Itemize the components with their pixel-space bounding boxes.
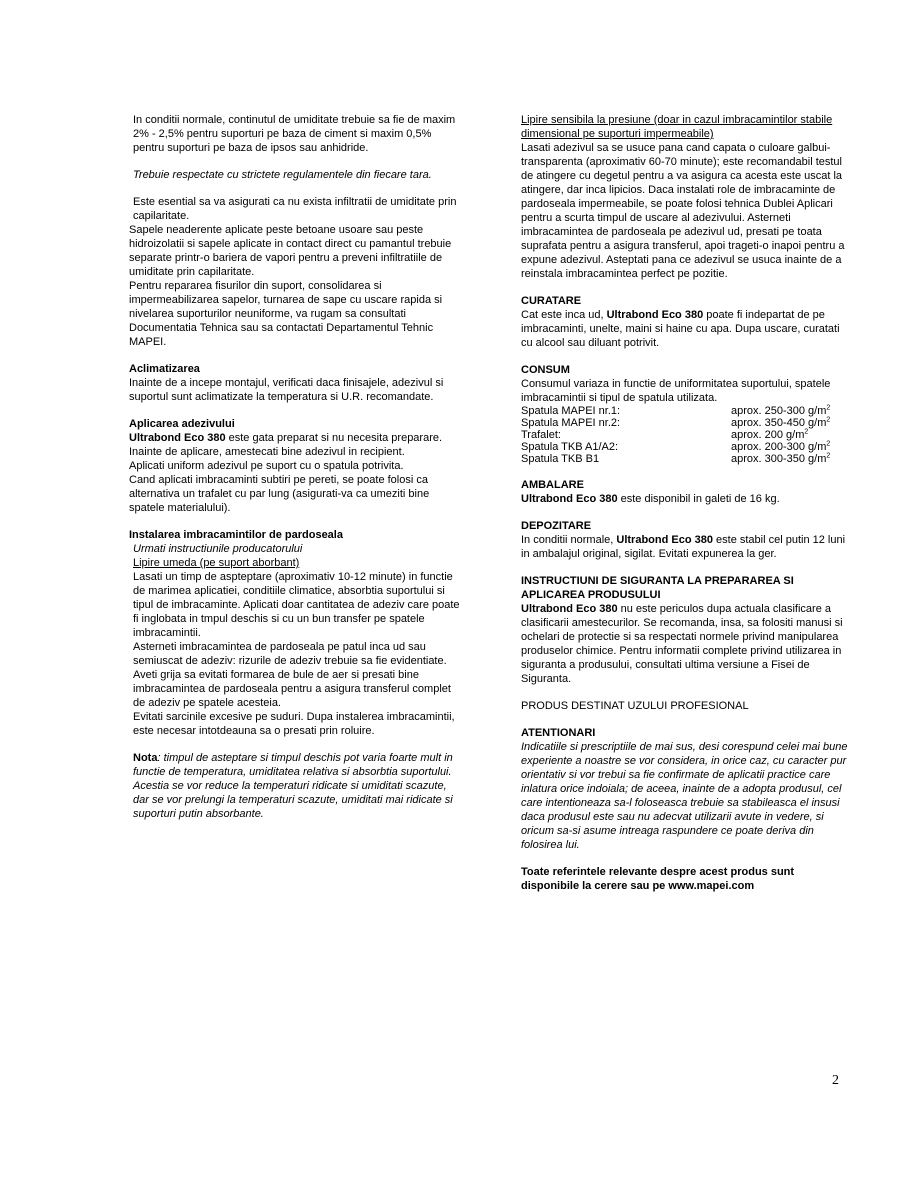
reparare-paragraph: Pentru repararea fisurilor din suport, consolidarea si impermeabilizarea sapelor, turnarea de sape cu uscare rapida si nivelarea suporturilor neuniforme, va rugam sa consultati Documentatia Tehnica sau sa contactati Departamentul Tehnic MAPEI. xyxy=(129,280,443,348)
product-name: Ultrabond Eco 380 xyxy=(521,493,618,505)
consum-amount: aprox. 250-300 $g/m^2$ xyxy=(731,404,831,417)
consum-row xyxy=(521,453,851,465)
instalare-text-3: Aveti grija sa evitati formarea de bule de aer si presati bine imbracamintea de pardoseala pentru a asigura transferul complet de adeziv pe spatele acesteia. xyxy=(133,669,451,709)
siguranta-text: Ultrabond Eco 380 nu este periculos dupa actuala clasificare a clasificarii amestecurilor. Se recomanda, insa, sa folositi manusi si ochelari de protectie si sa respectati normele privind manipularea produselor chimice. Pentru informatii complete privind utilizarea in siguranta a produsului, consultati ultima versiune a Fisei de Siguranta. xyxy=(521,603,843,685)
product-name: Ultrabond Eco 380 xyxy=(606,309,704,321)
instalare-text-4: Evitati sarcinile excesive pe suduri. Dupa instalerea imbracamintii, este necesar intotdeauna sa o presati prin roluire. xyxy=(133,711,455,737)
consum-row xyxy=(521,429,851,441)
consum-amount: aprox. 200-300 $g/m^2$ xyxy=(731,440,831,453)
page-number: 2 xyxy=(832,1073,839,1088)
aplicare-section xyxy=(129,417,461,515)
aclimatizare-section xyxy=(129,362,461,404)
ambalare-text: Ultrabond Eco 380 este disponibil in galeti de 16 kg. xyxy=(521,493,780,505)
umiditate-paragraph: In conditii normale, continutul de umiditate trebuie sa fie de maxim 2% - 2,5% pentru suporturi pe baza de ciment si maxim 0,5% pentru suporturi pe baza de ipsos sau anhidride. xyxy=(133,114,456,154)
referinte-note: Toate referintele relevante despre acest produs sunt disponibile la cerere sau pe www.mapei.com xyxy=(521,866,795,892)
depozitare-text: In conditii normale, Ultrabond Eco 380 este stabil cel putin 12 luni in ambalajul original, sigilat. Evitati expunerea la ger. xyxy=(521,534,846,560)
instalare-section xyxy=(129,528,461,738)
product-name: Ultrabond Eco 380 xyxy=(129,432,226,444)
lipire-text: Lasati adezivul sa se usuce pana cand capata o culoare galbui-transparenta (aproximativ 60-70 minute); este recomandabil testul de atingere cu degetul pentru a va asigura ca acesta este uscat la atingere, dar inca lipicios. Daca instalati role de imbracaminte de pardoseala impermeabile, se poate folosi tehnica Dublei Aplicari pentru a scurta timpul de uscare al adezivului. Asterneti imbracamintea de pardoseala pe adezivul ud, presati pe toata suprafata pentru a asigura transferul, apoi trageti-o inapoi pentru a expune adezivul. Asteptati pana ce adezivul se usuca inainte de a reinstala imbracamintea perfect pe pozitie. xyxy=(521,142,845,280)
lipire-heading: Lipire sensibila la presiune (doar in cazul imbracamintilor stabile dimensional pe suporturi impermeabile) xyxy=(521,114,833,140)
aplicare-text-1: Ultrabond Eco 380 este gata preparat si nu necesita preparare. Inainte de aplicare, amestecati bine adezivul in recipient. xyxy=(129,432,443,458)
instalare-text-2: Asterneti imbracamintea de pardoseala pe patul inca ud sau semiuscat de adeziv: rizurile de adeziv trebuie sa fie evidentiate. xyxy=(133,641,447,667)
profesional-note: PRODUS DESTINAT UZULUI PROFESIONAL xyxy=(521,700,749,712)
consum-row xyxy=(521,417,851,429)
instalare-heading: Instalarea imbracamintilor de pardoseala xyxy=(129,529,343,541)
instalare-subheading: Lipire umeda (pe suport aborbant) xyxy=(133,557,300,569)
consum-text: Consumul variaza in functie de uniformitatea suportului, spatele imbracamintii si tipul de spatula utilizata. xyxy=(521,378,831,404)
sape-paragraph: Sapele neaderente aplicate peste betoane usoare sau peste hidroizolatii si sapele aplicate in contact direct cu pamantul trebuie separate printr-o bariera de vapori pentru a preveni infiltratiile de umiditate prin capilaritate. xyxy=(129,224,452,278)
consum-amount: aprox. 200 $g/m^2$ xyxy=(731,428,809,441)
aplicare-text-3: Cand aplicati imbracaminti subtiri pe pereti, se poate folosi ca alternativa un trafalet cu par lung (asigurati-va ca umeziti bine spatele materialului). xyxy=(129,474,430,514)
aclimatizare-text: Inainte de a incepe montajul, verificati daca finisajele, adezivul si suportul sunt aclimatizate la temperatura si U.R. recomandate. xyxy=(129,377,444,403)
ambalare-section xyxy=(521,478,851,506)
consum-amount: aprox. 350-450 $g/m^2$ xyxy=(731,416,831,429)
aclimatizare-heading: Aclimatizarea xyxy=(129,363,200,375)
curatare-heading: CURATARE xyxy=(521,295,582,307)
right-column xyxy=(521,113,851,893)
depozitare-heading: DEPOZITARE xyxy=(521,520,592,532)
curatare-section xyxy=(521,294,851,350)
aplicare-heading: Aplicarea adezivului xyxy=(129,418,235,430)
atentionari-heading: ATENTIONARI xyxy=(521,727,596,739)
left-column xyxy=(129,113,461,821)
product-name: Ultrabond Eco 380 xyxy=(521,603,618,615)
consum-table xyxy=(521,405,851,465)
instalare-text-1: Lasati un timp de aspteptare (aproximativ 10-12 minute) in functie de marimea aplicatiei, conditiile climatice, absorbtia suportului si tipul de imbracaminte. Aplicati doar cantitatea de adeziv care poate fi inglobata in tmpul deschis si cu un bun transfer pe spatele imbracamintii. xyxy=(133,571,460,639)
lipire-section xyxy=(521,113,851,281)
consum-tool: Spatula MAPEI nr.2: xyxy=(521,417,621,429)
siguranta-heading: INSTRUCTIUNI DE SIGURANTA LA PREPARAREA SI APLICAREA PRODUSULUI xyxy=(521,575,794,601)
siguranta-section xyxy=(521,574,851,686)
aplicare-text-2: Aplicati uniform adezivul pe suport cu o spatula potrivita. xyxy=(129,460,404,472)
nota-paragraph: Nota: timpul de asteptare si timpul deschis pot varia foarte mult in functie de temperatura, umiditatea relativa si absorbtia suportului. Acestia se vor reduce la temperaturi ridicate si umiditati scazute, dar se vor prelungi la temperaturi scazute, umiditati mai ridicate si suporturi putin absorbante. xyxy=(133,752,453,820)
consum-tool: Spatula TKB B1 xyxy=(521,453,600,465)
consum-amount: aprox. 300-350 $g/m^2$ xyxy=(731,452,831,465)
product-name: Ultrabond Eco 380 xyxy=(616,534,713,546)
instalare-instr: Urmati instructiunile producatorului xyxy=(133,543,303,555)
ambalare-heading: AMBALARE xyxy=(521,479,584,491)
consum-section xyxy=(521,363,851,465)
reglementari-paragraph: Trebuie respectate cu strictete regulamentele din fiecare tara. xyxy=(133,169,432,181)
depozitare-section xyxy=(521,519,851,561)
curatare-text: Cat este inca ud, Ultrabond Eco 380 poate fi indepartat de pe imbracaminti, unelte, maini si haine cu apa. Dupa uscare, curatati cu alcool sau diluant potrivit. xyxy=(521,309,840,349)
consum-tool: Spatula TKB A1/A2: xyxy=(521,441,619,453)
consum-heading: CONSUM xyxy=(521,364,570,376)
nota-label: Nota xyxy=(133,752,158,764)
consum-tool: Trafalet: xyxy=(521,429,561,441)
atentionari-text: Indicatiile si prescriptiile de mai sus, desi corespund celei mai bune experiente a noastre se vor considera, in orice caz, cu caracter pur orientativ si vor trebui sa fie confirmate de aplicatii practice care inlatura orice indoiala; de aceea, inainte de a adopta produsul, cel care intentioneaza sa-l foloseasca trebuie sa stabileasca el insusi daca produsul este sau nu adecvat utilizarii avute in vedere, si oricum sa-si asume intreaga raspundere ce poate deriva din folosirea lui. xyxy=(521,741,848,851)
consum-row xyxy=(521,405,851,417)
atentionari-section xyxy=(521,726,851,852)
consum-tool: Spatula MAPEI nr.1: xyxy=(521,405,621,417)
consum-row xyxy=(521,441,851,453)
infiltratii-paragraph: Este esential sa va asigurati ca nu exista infiltratii de umiditate prin capilaritate. xyxy=(133,196,457,222)
